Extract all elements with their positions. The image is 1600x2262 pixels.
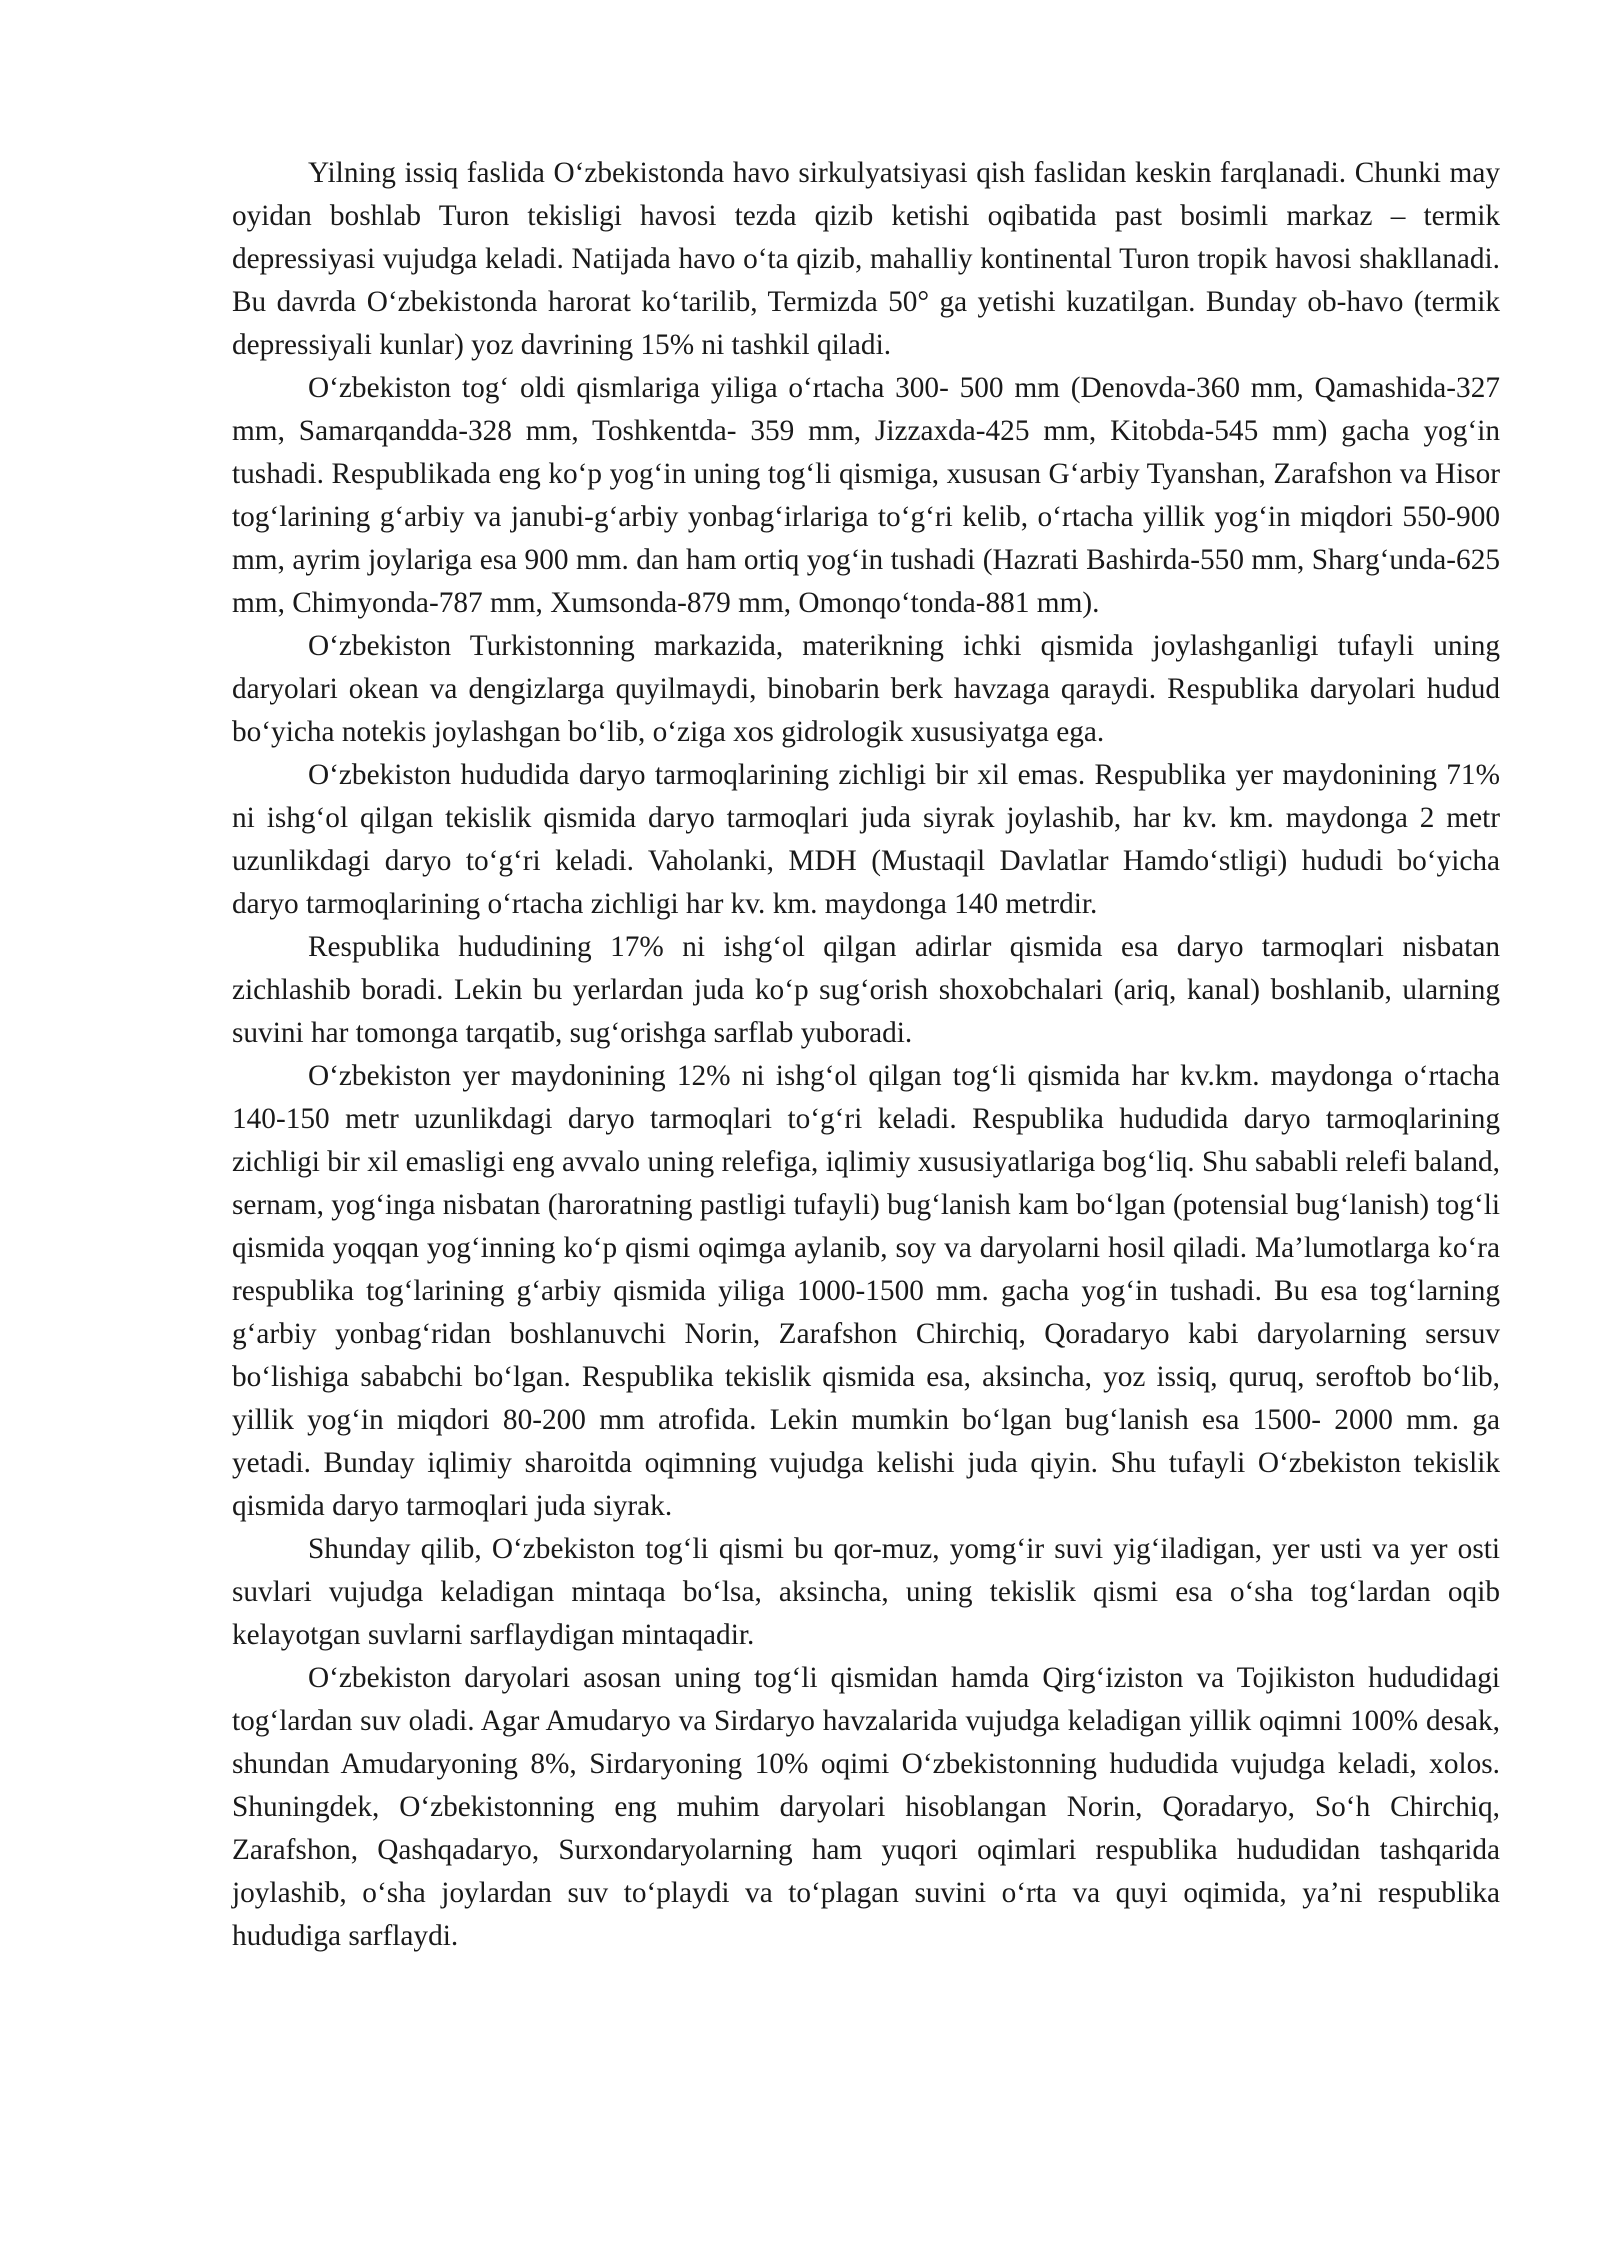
paragraph-zones-summary: Shunday qilib, O‘zbekiston tog‘li qismi bu qor-muz, yomg‘ir suvi yig‘iladigan, yer usti va yer osti suvlari vujudga keladigan mintaqa bo‘lsa, aksincha, uning tekislik qismi esa o‘sha tog‘lardan oqib kelayotgan suvlarni sarflaydigan mintaqadir. [232, 1533, 1500, 1651]
paragraph-summer-circulation: Yilning issiq faslida O‘zbekistonda havo sirkulyatsiyasi qish faslidan keskin farqlanadi. Chunki may oyidan boshlab Turon tekisligi havosi tezda qizib ketishi oqibatida past bosimli markaz – termik depressiyasi vujudga keladi. Natijada havo o‘ta qizib, mahalliy kontinental Turon tropik havosi shakllanadi. Bu davrda O‘zbekistonda harorat ko‘tarilib, Termizda 50° ga yetishi kuzatilgan. Bunday ob-havo (termik depressiyali kunlar) yoz davrining 15% ni tashkil qiladi. [232, 157, 1500, 361]
paragraph-river-density: O‘zbekiston hududida daryo tarmoqlarining zichligi bir xil emas. Respublika yer maydonining 71% ni ishg‘ol qilgan tekislik qismida daryo tarmoqlari juda siyrak joylashib, har kv. km. maydonga 2 metr uzunlikdagi daryo to‘g‘ri keladi. Vaholanki, MDH (Mustaqil Davlatlar Hamdo‘stligi) hududi bo‘yicha daryo tarmoqlarining o‘rtacha zichligi har kv. km. maydonga 140 metrdir. [232, 759, 1500, 920]
paragraph-mountain-rivers: O‘zbekiston yer maydonining 12% ni ishg‘ol qilgan tog‘li qismida har kv.km. maydonga o‘rtacha 140-150 metr uzunlikdagi daryo tarmoqlari to‘g‘ri keladi. Respublika hududida daryo tarmoqlarining zichligi bir xil emasligi eng avvalo uning relefiga, iqlimiy xususiyatlariga bog‘liq. Shu sababli relefi baland, sernam, yog‘inga nisbatan (haroratning pastligi tufayli) bug‘lanish kam bo‘lgan (potensial bug‘lanish) tog‘li qismida yoqqan yog‘inning ko‘p qismi oqimga aylanib, soy va daryolarni hosil qiladi. Ma’lumotlarga ko‘ra respublika tog‘larining g‘arbiy qismida yiliga 1000-1500 mm. gacha yog‘in tushadi. Bu esa tog‘larning g‘arbiy yonbag‘ridan boshlanuvchi Norin, Zarafshon Chirchiq, Qoradaryo kabi daryolarning sersuv bo‘lishiga sababchi bo‘lgan. Respublika tekislik qismida esa, aksincha, yoz issiq, quruq, seroftob bo‘lib, yillik yog‘in miqdori 80-200 mm atrofida. Lekin mumkin bo‘lgan bug‘lanish esa 1500- 2000 mm. ga yetadi. Bunday iqlimiy sharoitda oqimning vujudga kelishi juda qiyin. Shu tufayli O‘zbekiston tekislik qismida daryo tarmoqlari juda siyrak. [232, 1060, 1500, 1522]
document-page [232, 152, 1500, 1958]
paragraph-closed-basin: O‘zbekiston Turkistonning markazida, materikning ichki qismida joylashganligi tufayli uning daryolari okean va dengizlarga quyilmaydi, binobarin berk havzaga qaraydi. Respublika daryolari hudud bo‘yicha notekis joylashgan bo‘lib, o‘ziga xos gidrologik xususiyatga ega. [232, 630, 1500, 748]
paragraph-foothills: Respublika hududining 17% ni ishg‘ol qilgan adirlar qismida esa daryo tarmoqlari nisbatan zichlashib boradi. Lekin bu yerlardan juda ko‘p sug‘orish shoxobchalari (ariq, kanal) boshlanib, ularning suvini har tomonga tarqatib, sug‘orishga sarflab yuboradi. [232, 931, 1500, 1049]
paragraph-precipitation: O‘zbekiston tog‘ oldi qismlariga yiliga o‘rtacha 300- 500 mm (Denovda-360 mm, Qamashida-327 mm, Samarqandda-328 mm, Toshkentda- 359 mm, Jizzaxda-425 mm, Kitobda-545 mm) gacha yog‘in tushadi. Respublikada eng ko‘p yog‘in uning tog‘li qismiga, xususan G‘arbiy Tyanshan, Zarafshon va Hisor tog‘larining g‘arbiy va janubi-g‘arbiy yonbag‘irlariga to‘g‘ri kelib, o‘rtacha yillik yog‘in miqdori 550-900 mm, ayrim joylariga esa 900 mm. dan ham ortiq yog‘in tushadi (Hazrati Bashirda-550 mm, Sharg‘unda-625 mm, Chimyonda-787 mm, Xumsonda-879 mm, Omonqo‘tonda-881 mm). [232, 372, 1500, 619]
paragraph-river-sources: O‘zbekiston daryolari asosan uning tog‘li qismidan hamda Qirg‘iziston va Tojikiston hududidagi tog‘lardan suv oladi. Agar Amudaryo va Sirdaryo havzalarida vujudga keladigan yillik oqimni 100% desak, shundan Amudaryoning 8%, Sirdaryoning 10% oqimi O‘zbekistonning hududida vujudga keladi, xolos. Shuningdek, O‘zbekistonning eng muhim daryolari hisoblangan Norin, Qoradaryo, So‘h Chirchiq, Zarafshon, Qashqadaryo, Surxondaryolarning ham yuqori oqimlari respublika hududidan tashqarida joylashib, o‘sha joylardan suv to‘playdi va to‘plagan suvini o‘rta va quyi oqimida, ya’ni respublika hududiga sarflaydi. [232, 1662, 1500, 1952]
